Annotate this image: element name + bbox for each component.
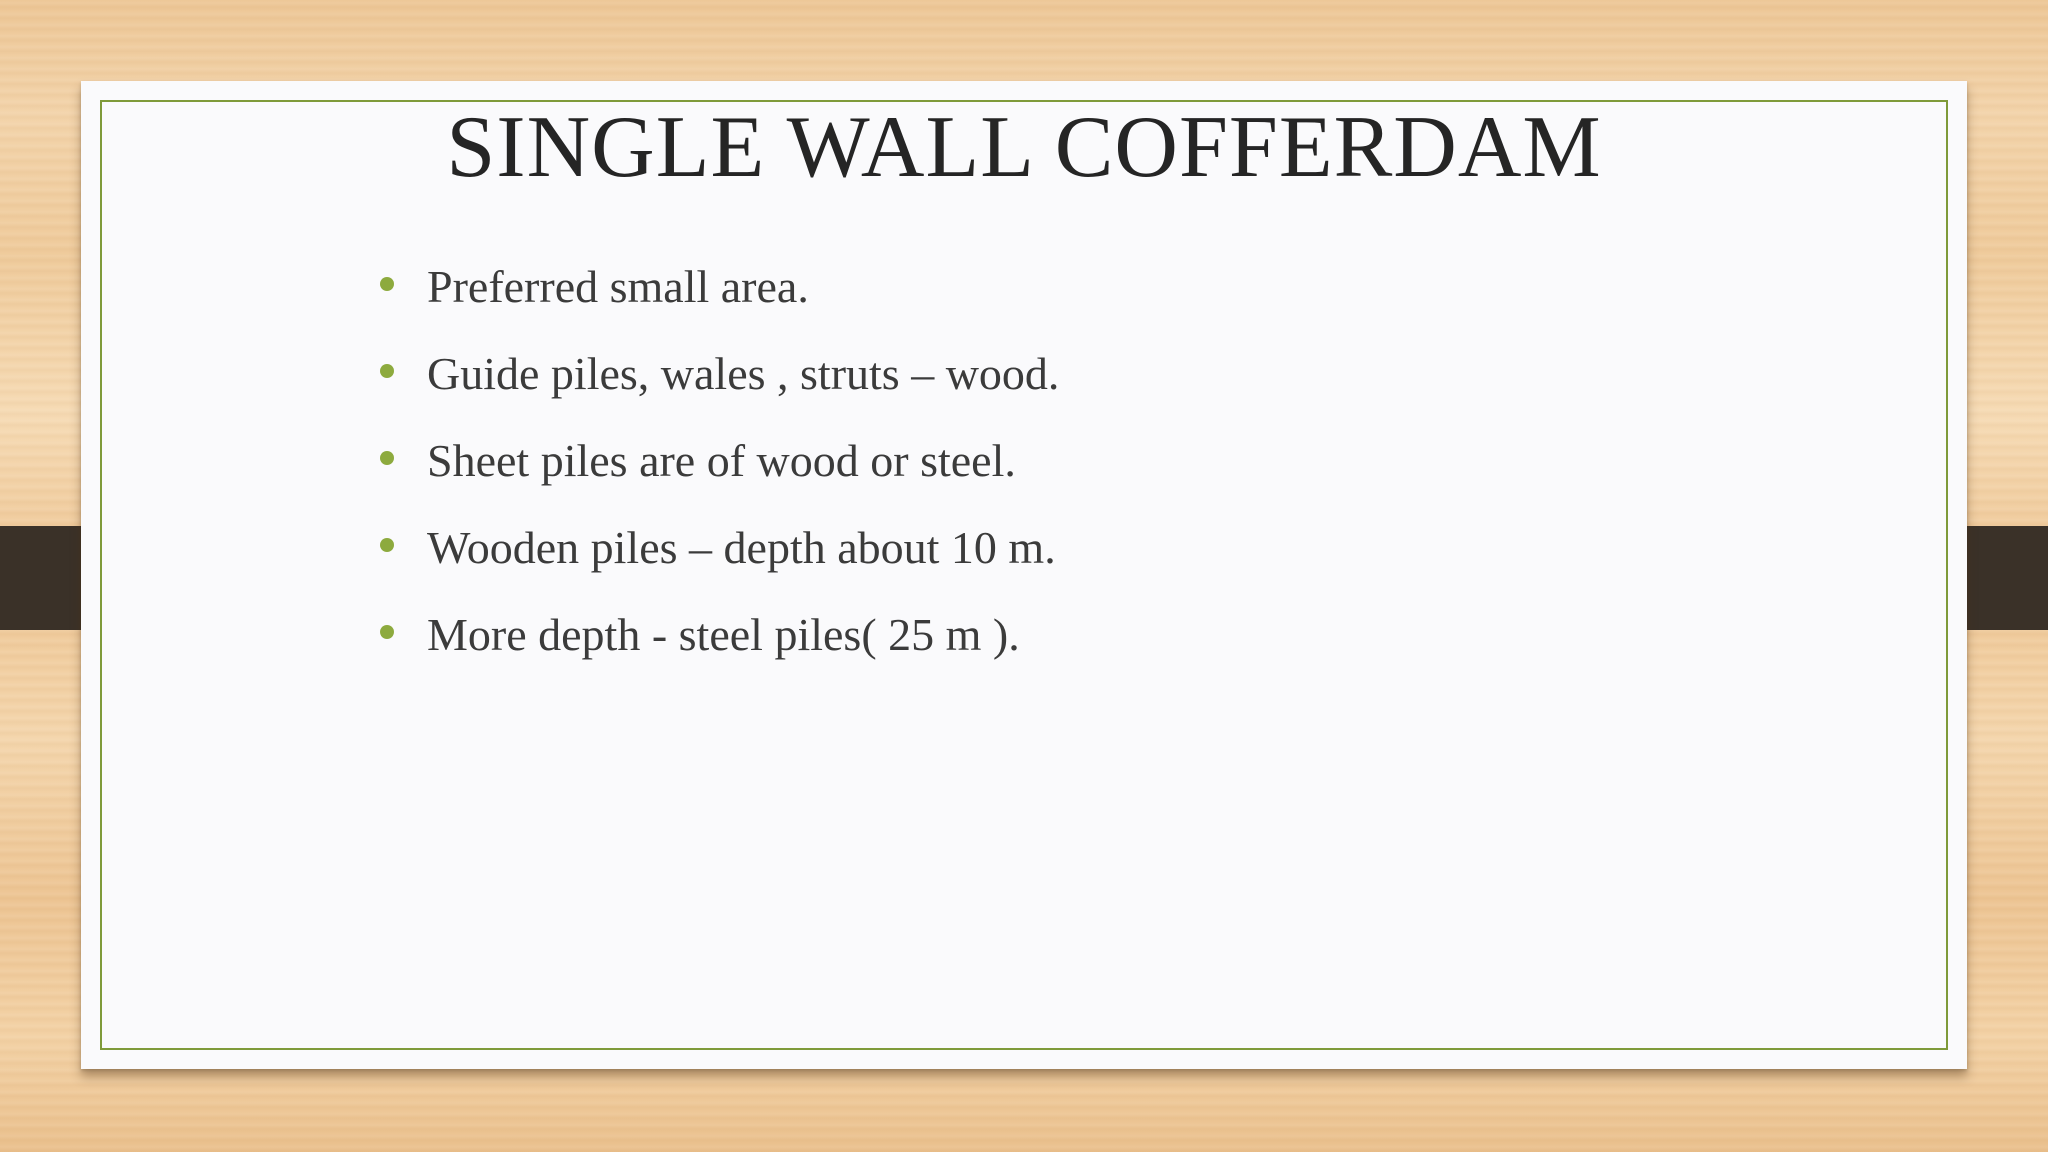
bullet-text: Sheet piles are of wood or steel. <box>427 435 1016 486</box>
bullet-dot-icon <box>380 277 394 291</box>
bullet-text: More depth - steel piles( 25 m ). <box>427 609 1020 660</box>
bullet-dot-icon <box>380 625 394 639</box>
bullet-item <box>380 591 1059 678</box>
bullet-dot-icon <box>380 451 394 465</box>
bullet-dot-icon <box>380 364 394 378</box>
bullet-text: Guide piles, wales , struts – wood. <box>427 348 1060 399</box>
bullet-list <box>380 243 1059 678</box>
bullet-item <box>380 243 1059 330</box>
bullet-text: Preferred small area. <box>427 261 809 312</box>
bullet-item <box>380 417 1059 504</box>
bullet-text: Wooden piles – depth about 10 m. <box>427 522 1056 573</box>
bullet-item <box>380 330 1059 417</box>
bullet-item <box>380 504 1059 591</box>
bullet-dot-icon <box>380 538 394 552</box>
slide-card <box>81 81 1967 1069</box>
slide-title: SINGLE WALL COFFERDAM <box>446 99 1602 196</box>
